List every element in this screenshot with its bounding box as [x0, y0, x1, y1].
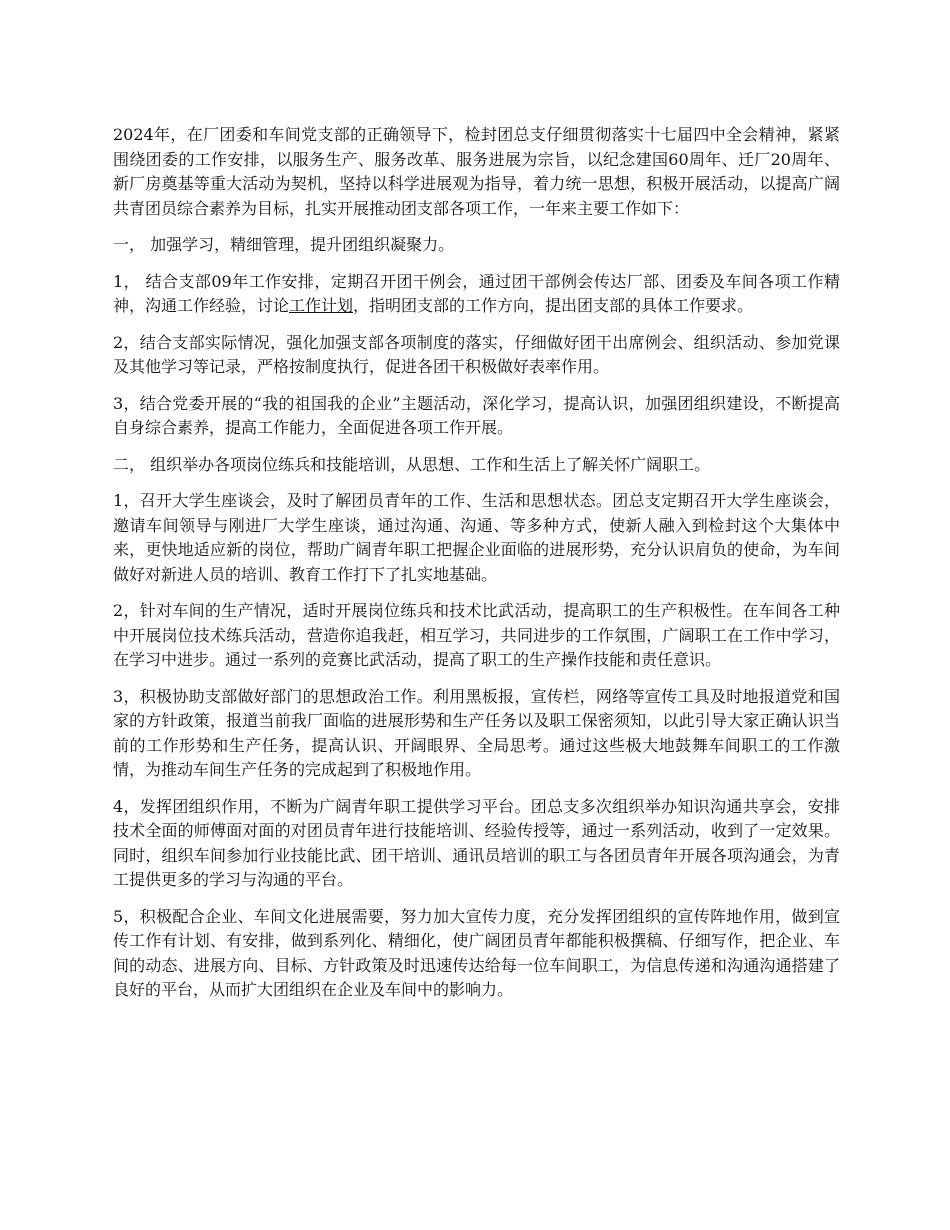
list-item-2-4: 4，发挥团组织作用，不断为广阔青年职工提供学习平台。团总支多次组织举办知识沟通共享会，安排技术全面的师傅面对面的对团员青年进行技能培训、经验传授等，通过一系列活动，收到了一定效果。同时，组织车间参加行业技能比武、团干培训、通讯员培训的职工与各团员青年开展各项沟通会，为青工提供更多的学习与沟通的平台。 [113, 796, 840, 889]
list-item-2-1: 1，召开大学生座谈会，及时了解团员青年的工作、生活和思想状态。团总支定期召开大学生座谈会，邀请车间领导与刚进厂大学生座谈，通过沟通、沟通、等多种方式，使新人融入到检封这个大集体中来，更快地适应新的岗位，帮助广阔青年职工把握企业面临的进展形势，充分认识肩负的使命，为车间做好对新进人员的培训、教育工作打下了扎实地基础。 [113, 491, 840, 584]
list-item-1-3: 3，结合党委开展的“我的祖国我的企业”主题活动，深化学习，提高认识，加强团组织建设，不断提高自身综合素养，提高工作能力，全面促进各项工作开展。 [113, 393, 840, 437]
work-plan-link[interactable]: 工作计划 [289, 296, 354, 315]
list-item-text: ，指明团支部的工作方向，提出团支部的具体工作要求。 [353, 296, 754, 315]
section-heading-2: 二， 组织举办各项岗位练兵和技能培训，从思想、工作和生活上了解关怀广阔职工。 [113, 454, 711, 474]
list-item-1-1 [113, 270, 840, 319]
list-item-2-3: 3，积极协助支部做好部门的思想政治工作。利用黑板报，宣传栏，网络等宣传工具及时地报道党和国家的方针政策，报道当前我厂面临的进展形势和生产任务以及职工保密须知，以此引导大家正确认识当前的工作形势和生产任务，提高认识、开阔眼界、全局思考。通过这些极大地鼓舞车间职工的工作激情，为推动车间生产任务的完成起到了积极地作用。 [113, 686, 840, 779]
list-item-2-2: 2，针对车间的生产情况，适时开展岗位练兵和技术比武活动，提高职工的生产积极性。在车间各工种中开展岗位技术练兵活动，营造你追我赶，相互学习，共同进步的工作氛围，广阔职工在工作中学习，在学习中进步。通过一系列的竞赛比武活动，提高了职工的生产操作技能和责任意识。 [113, 601, 840, 669]
list-item-1-2: 2，结合支部实际情况，强化加强支部各项制度的落实，仔细做好团干出席例会、组织活动、参加党课及其他学习等记录，严格按制度执行，促进各团干积极做好表率作用。 [113, 332, 840, 376]
section-heading-1: 一， 加强学习，精细管理，提升团组织凝聚力。 [113, 235, 455, 254]
intro-paragraph: 2024年，在厂团委和车间党支部的正确领导下，检封团总支仔细贯彻落实十七届四中全会精神，紧紧围绕团委的工作安排，以服务生产、服务改革、服务进展为宗旨，以纪念建国60周年、迁厂20周年、新厂房奠基等重大活动为契机，坚持以科学进展观为指导，着力统一思想，积极开展活动，以提高广阔共青团员综合素养为目标，扎实开展推动团支部各项工作，一年来主要工作如下： [113, 125, 840, 218]
list-item-text: 1， 结合支部09年工作安排，定期召开团干例会，通过团干部例会传达厂部、团委及车间各项工作精神，沟通工作经验，讨论 [113, 271, 840, 315]
list-item-2-5: 5，积极配合企业、车间文化进展需要，努力加大宣传力度，充分发挥团组织的宣传阵地作用，做到宣传工作有计划、有安排，做到系列化、精细化，使广阔团员青年都能积极撰稿、仔细写作，把企业、车间的动态、进展方向、目标、方针政策及时迅速传达给每一位车间职工，为信息传递和沟通沟通搭建了良好的平台，从而扩大团组织在企业及车间中的影响力。 [113, 906, 840, 999]
